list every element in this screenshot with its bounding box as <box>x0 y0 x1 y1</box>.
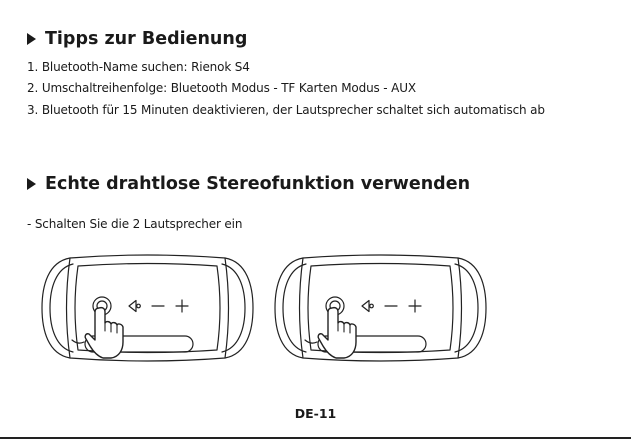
triangle-bullet-icon <box>27 33 37 45</box>
tws-step-line: - Schalten Sie die 2 Lautsprecher ein <box>27 217 243 231</box>
heading-text: Tipps zur Bedienung <box>45 29 248 49</box>
page-number: DE-11 <box>294 406 337 421</box>
tip-line-3: 3. Bluetooth für 15 Minuten deaktivieren, der Lautsprecher schaltet sich automatisch ab <box>27 103 545 117</box>
bottom-divider <box>0 437 631 439</box>
speaker-press-power-illustration-right <box>273 250 488 366</box>
tip-line-2: 2. Umschaltreihenfolge: Bluetooth Modus - TF Karten Modus - AUX <box>27 81 416 95</box>
speaker-press-power-illustration-left <box>40 250 255 366</box>
tip-line-1: 1. Bluetooth-Name suchen: Rienok S4 <box>27 60 250 74</box>
triangle-bullet-icon <box>27 178 37 190</box>
section-heading-operating-tips <box>27 28 247 50</box>
section-heading-true-wireless-stereo <box>27 173 470 195</box>
heading-text: Echte drahtlose Stereofunktion verwenden <box>45 174 471 194</box>
